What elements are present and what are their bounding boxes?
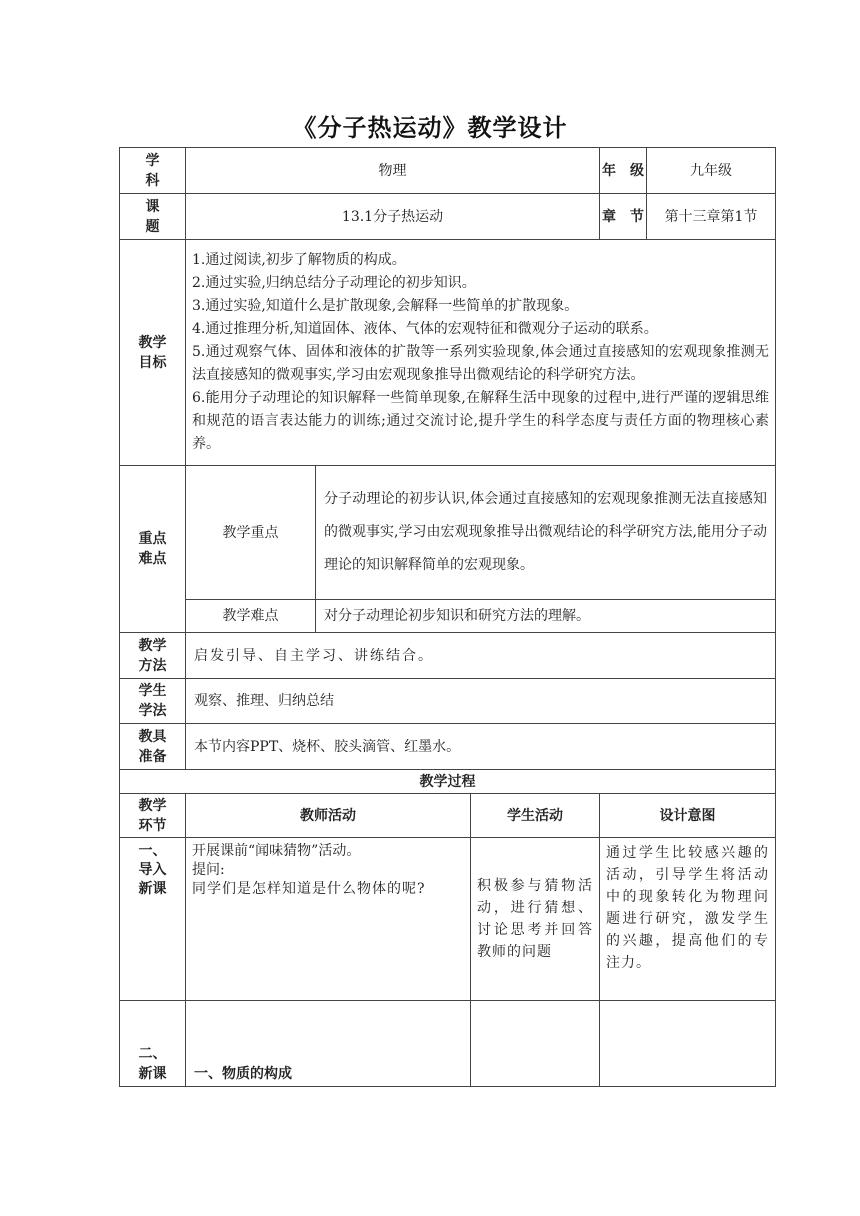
student-column-header: 学生活动 bbox=[471, 794, 600, 838]
subject-row bbox=[120, 148, 776, 194]
stage1-student: 积极参与猜物活动，进行猜想、讨论思考并回答教师的问题 bbox=[471, 838, 600, 1001]
stage1-teacher-line: 开展课前“闻味猜物”活动。 bbox=[192, 843, 361, 859]
goals-list bbox=[186, 240, 776, 466]
goal-item: 1.通过阅读,初步了解物质的构成。 bbox=[192, 252, 406, 268]
stage1-intent: 通过学生比较感兴趣的活动，引导学生将活动中的现象转化为物理问题进行研究，激发学生的兴趣，提高他们的专注力。 bbox=[600, 838, 776, 1001]
stage2-intent bbox=[600, 1001, 776, 1087]
learning-row bbox=[120, 679, 776, 724]
goal-item: 4.通过推理分析,知道固体、液体、气体的宏观特征和微观分子运动的联系。 bbox=[192, 321, 658, 337]
stage2-row bbox=[120, 1001, 776, 1087]
subject-label: 学 科 bbox=[120, 148, 186, 194]
key-point-row bbox=[120, 466, 776, 600]
difficulty-label: 教学难点 bbox=[186, 600, 316, 633]
goal-item: 6.能用分子动理论的知识解释一些简单现象,在解释生活中现象的过程中,进行严谨的逻辑思维和规范的语言表达能力的训练;通过交流讨论,提升学生的科学态度与责任方面的物理核心素养。 bbox=[192, 390, 770, 452]
difficulty-value: 对分子动理论初步知识和研究方法的理解。 bbox=[316, 600, 776, 633]
key-difficulty-label: 重点 难点 bbox=[120, 466, 186, 633]
document-title: 《分子热运动》教学设计 bbox=[292, 114, 568, 142]
grade-value: 九年级 bbox=[647, 148, 776, 194]
stage1-row bbox=[120, 838, 776, 1001]
teacher-column-header: 教师活动 bbox=[186, 794, 471, 838]
learning-label: 学生 学法 bbox=[120, 679, 186, 724]
chapter-label: 章 节 bbox=[600, 194, 647, 240]
topic-value: 13.1分子热运动 bbox=[186, 194, 600, 240]
topic-label: 课 题 bbox=[120, 194, 186, 240]
method-value: 启发引导、自主学习、讲练结合。 bbox=[186, 633, 776, 679]
lesson-plan-table bbox=[119, 147, 776, 1087]
tools-row bbox=[120, 724, 776, 770]
stage1-label: 一、 导入 新课 bbox=[120, 838, 186, 1001]
process-header-row bbox=[120, 794, 776, 838]
chapter-value: 第十三章第1节 bbox=[647, 194, 776, 240]
key-point-value: 分子动理论的初步认识,体会通过直接感知的宏观现象推测无法直接感知的微观事实,学习由宏观现象推导出微观结论的科学研究方法,能用分子动理论的知识解释简单的宏观现象。 bbox=[316, 466, 776, 600]
tools-label: 教具 准备 bbox=[120, 724, 186, 770]
learning-value: 观察、推理、归纳总结 bbox=[186, 679, 776, 724]
stage1-teacher-line: 提问: bbox=[192, 862, 225, 878]
goal-item: 2.通过实验,归纳总结分子动理论的初步知识。 bbox=[192, 275, 476, 291]
stage2-student bbox=[471, 1001, 600, 1087]
difficulty-row bbox=[120, 600, 776, 633]
method-row bbox=[120, 633, 776, 679]
stage-column-header: 教学 环节 bbox=[120, 794, 186, 838]
process-heading: 教学过程 bbox=[120, 770, 776, 794]
goal-item: 3.通过实验,知道什么是扩散现象,会解释一些简单的扩散现象。 bbox=[192, 298, 579, 314]
method-label: 教学 方法 bbox=[120, 633, 186, 679]
subject-value: 物理 bbox=[186, 148, 600, 194]
process-heading-row bbox=[120, 770, 776, 794]
topic-row bbox=[120, 194, 776, 240]
stage2-label: 二、 新课 bbox=[120, 1001, 186, 1087]
grade-label: 年 级 bbox=[600, 148, 647, 194]
key-point-label: 教学重点 bbox=[186, 466, 316, 600]
stage1-teacher bbox=[186, 838, 471, 1001]
stage2-teacher: 一、物质的构成 bbox=[186, 1001, 471, 1087]
goals-label: 教学 目标 bbox=[120, 240, 186, 466]
goal-item: 5.通过观察气体、固体和液体的扩散等一系列实验现象,体会通过直接感知的宏观现象推测无法直接感知的微观事实,学习由宏观现象推导出微观结论的科学研究方法。 bbox=[192, 344, 770, 383]
intent-column-header: 设计意图 bbox=[600, 794, 776, 838]
tools-value: 本节内容PPT、烧杯、胶头滴管、红墨水。 bbox=[186, 724, 776, 770]
stage1-teacher-line: 同学们是怎样知道是什么物体的呢? bbox=[192, 881, 426, 897]
goals-row bbox=[120, 240, 776, 466]
